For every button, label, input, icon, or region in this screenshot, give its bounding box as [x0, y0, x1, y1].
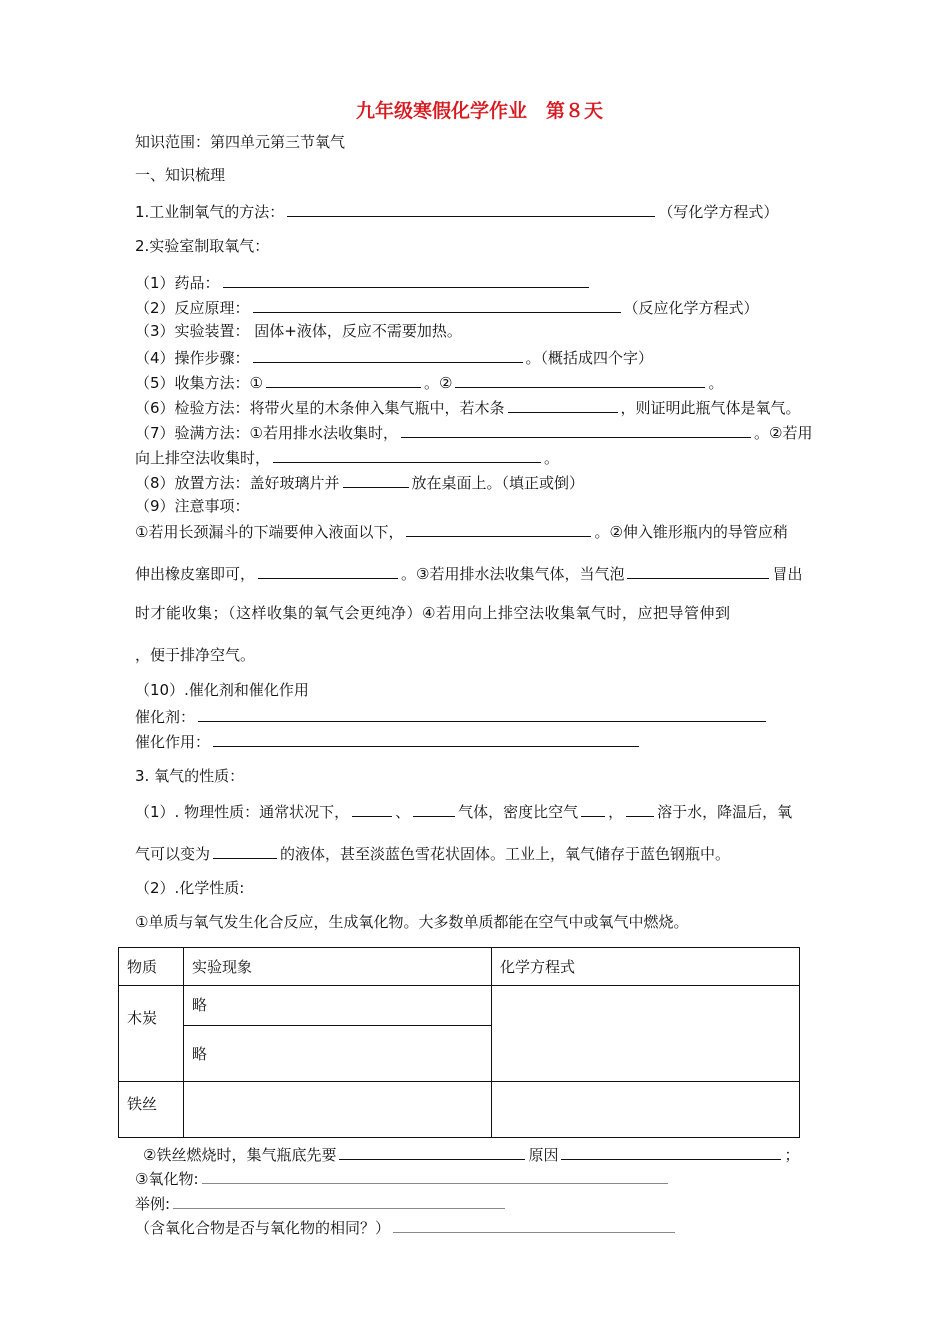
row-charcoal-substance: 木炭 — [119, 986, 184, 1082]
phys-text-g: 的液体，甚至淡蓝色雪花状固体。工业上，氧气储存于蓝色钢瓶中。 — [280, 845, 731, 863]
phys-blank-liquid[interactable] — [213, 843, 277, 859]
q2-item-5-label: （5）收集方法：① — [135, 374, 263, 392]
q1-answer-blank[interactable] — [287, 201, 655, 217]
section-heading: 一、知识梳理 — [135, 166, 226, 184]
q2-item-8-suffix: 放在桌面上。（填正或倒） — [411, 474, 585, 492]
note-line-4: ，便于排净空气。 — [135, 646, 256, 664]
catalyst-blank[interactable] — [198, 706, 766, 722]
q2-item-7-blank-b[interactable] — [273, 447, 541, 463]
note-1-text: ①若用长颈漏斗的下端要伸入液面以下， — [135, 523, 404, 541]
row-iron-substance: 铁丝 — [119, 1082, 184, 1138]
note-2-blank-a[interactable] — [258, 563, 398, 579]
physical-properties-line-1 — [135, 801, 792, 821]
row-charcoal-equation[interactable] — [492, 986, 800, 1082]
oxygen-compound-text: （含氧化合物是否与氧化物的相同？） — [135, 1219, 391, 1237]
row-charcoal-phenomenon-2[interactable]: 略 — [184, 1026, 492, 1082]
question-3: 3. 氧气的性质： — [135, 767, 245, 785]
q2-item-2-label: （2）反应原理： — [135, 299, 250, 317]
phys-text-c: 气体，密度比空气 — [458, 803, 579, 821]
q2-item-5-mid: 。② — [424, 374, 453, 392]
iron-note-line — [143, 1144, 799, 1164]
note-line-2 — [135, 563, 802, 583]
q2-item-7-end: 。 — [544, 449, 560, 467]
example-label: 举例: — [135, 1195, 171, 1213]
q2-item-6-label: （6）检验方法：将带火星的木条伸入集气瓶中，若木条 — [135, 399, 505, 417]
catalyst-line — [135, 706, 769, 726]
q2-item-7-label: （7）验满方法：①若用排水法收集时， — [135, 424, 398, 442]
header-equation: 化学方程式 — [492, 948, 800, 986]
phys-blank-solubility[interactable] — [626, 801, 654, 817]
chemical-properties: （2）.化学性质: — [135, 879, 245, 897]
q2-item-7-blank-a[interactable] — [401, 422, 751, 438]
q2-item-1-blank[interactable] — [223, 272, 589, 288]
q2-item-10: （10）.催化剂和催化作用 — [135, 681, 309, 699]
q2-item-4-blank[interactable] — [253, 347, 523, 363]
q2-item-9: （9）注意事项： — [135, 497, 250, 515]
note-1-cont: 。②伸入锥形瓶内的导管应稍 — [594, 523, 788, 541]
question-1 — [135, 201, 778, 221]
q2-item-5-blank-b[interactable] — [455, 372, 705, 388]
q2-item-8-blank[interactable] — [343, 472, 409, 488]
q2-item-2-suffix: （反应化学方程式） — [623, 299, 759, 317]
iron-note-reason: 原因 — [528, 1146, 559, 1164]
row-iron-phenomenon[interactable] — [184, 1082, 492, 1138]
note-line-1 — [135, 521, 788, 541]
phys-text-d: ， — [608, 803, 624, 821]
iron-note-blank-a[interactable] — [339, 1144, 525, 1160]
q2-item-7-mid: 。②若用 — [754, 424, 813, 442]
knowledge-scope: 知识范围：第四单元第三节氧气 — [135, 133, 346, 151]
iron-note-blank-b[interactable] — [561, 1144, 781, 1160]
q2-item-4 — [135, 347, 653, 367]
catalyst-label: 催化剂： — [135, 708, 196, 726]
oxygen-compound-blank[interactable] — [393, 1217, 675, 1233]
note-line-3: 时才能收集；（这样收集的氧气会更纯净）④若用向上排空法收集氧气时，应把导管伸到 — [135, 604, 731, 622]
physical-properties-line-2 — [135, 843, 730, 863]
oxide-line — [135, 1168, 671, 1188]
q2-item-8 — [135, 472, 584, 492]
q1-suffix: （写化学方程式） — [658, 203, 779, 221]
catalysis-line — [135, 731, 642, 751]
note-2-text: 伸出橡皮塞即可， — [135, 565, 256, 583]
iron-note-end: ； — [784, 1146, 800, 1164]
example-blank[interactable] — [173, 1193, 505, 1209]
q2-item-1-label: （1）药品： — [135, 274, 220, 292]
catalysis-label: 催化作用： — [135, 733, 211, 751]
note-2-mid: 。③若用排水法收集气体，当气泡 — [401, 565, 625, 583]
q1-label: 1.工业制氧气的方法： — [135, 203, 285, 221]
question-2: 2.实验室制取氧气： — [135, 237, 270, 255]
phys-text-b: 、 — [395, 803, 411, 821]
example-line — [135, 1193, 508, 1213]
catalysis-blank[interactable] — [213, 731, 639, 747]
q2-item-4-suffix: 。（概括成四个字） — [525, 349, 654, 367]
note-1-blank[interactable] — [406, 521, 591, 537]
phys-blank-color[interactable] — [352, 801, 392, 817]
q2-item-3: （3）实验装置： 固体+液体，反应不需要加热。 — [135, 322, 462, 340]
phys-text-a: （1）. 物理性质：通常状况下， — [135, 803, 350, 821]
q2-item-7 — [135, 422, 812, 442]
chemical-property-1: ①单质与氧气发生化合反应，生成氧化物。大多数单质都能在空气中或氧气中燃烧。 — [135, 913, 689, 931]
q2-item-8-label: （8）放置方法：盖好玻璃片并 — [135, 474, 340, 492]
q2-item-6-blank[interactable] — [508, 397, 618, 413]
oxide-label: ③氧化物: — [135, 1170, 199, 1188]
phys-text-e: 溶于水，降温后，氧 — [657, 803, 793, 821]
q2-item-6 — [135, 397, 801, 417]
header-substance: 物质 — [119, 948, 184, 986]
oxygen-compound-question — [135, 1217, 678, 1237]
page-title: 九年级寒假化学作业 第８天 — [356, 100, 604, 122]
row-iron-equation[interactable] — [492, 1082, 800, 1138]
q2-item-7-cont-label: 向上排空法收集时， — [135, 449, 271, 467]
q2-item-2-blank[interactable] — [253, 297, 621, 313]
phys-blank-density[interactable] — [581, 801, 605, 817]
q2-item-1 — [135, 272, 592, 292]
row-charcoal-phenomenon-1[interactable]: 略 — [184, 986, 492, 1026]
note-2-end: 冒出 — [772, 565, 803, 583]
q2-item-5 — [135, 372, 723, 392]
phys-blank-odor[interactable] — [413, 801, 455, 817]
q2-item-5-end: 。 — [708, 374, 724, 392]
reaction-table — [118, 947, 800, 1138]
iron-note-text: ②铁丝燃烧时，集气瓶底先要 — [143, 1146, 337, 1164]
phys-text-f: 气可以变为 — [135, 845, 211, 863]
note-2-blank-b[interactable] — [627, 563, 769, 579]
q2-item-6-suffix: ，则证明此瓶气体是氧气。 — [620, 399, 801, 417]
q2-item-4-label: （4）操作步骤： — [135, 349, 250, 367]
q2-item-5-blank-a[interactable] — [266, 372, 421, 388]
q2-item-7-cont — [135, 447, 559, 467]
oxide-blank[interactable] — [202, 1168, 668, 1184]
q2-item-2 — [135, 297, 759, 317]
header-phenomenon: 实验现象 — [184, 948, 492, 986]
